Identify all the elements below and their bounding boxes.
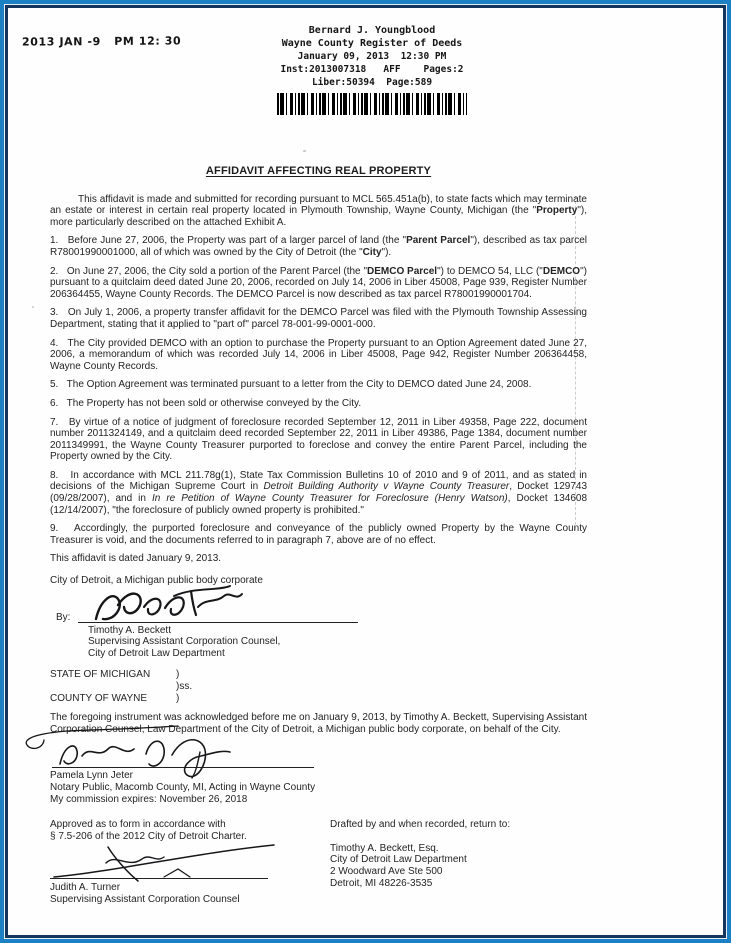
signature-row-jeter (50, 742, 587, 770)
intro-paragraph: This affidavit is made and submitted for recording pursuant to MCL 565.451a(b), to state facts which may terminate an estate or interest in certain real property located in Plymouth Township, Wayne County, Michigan (the "Property"), more particularly described on the attached Exhibit A. (50, 193, 587, 228)
scanned-affidavit-page (5, 5, 726, 938)
bottom-section (50, 819, 587, 905)
recording-datetime: January 09, 2013 12:30 PM (297, 51, 447, 62)
return-to-line-2: City of Detroit Law Department (330, 854, 467, 866)
jeter-signature (50, 726, 290, 784)
acknowledgment-paragraph: The foregoing instrument was acknowledged before me on January 9, 2013, by Timothy A. Beckett, Supervising Assistant Corporation Counsel, Law Department of the City of Detroit, a Michigan public body corporate, on behalf of the City. (50, 712, 587, 735)
entity-line: City of Detroit, a Michigan public body corporate (50, 575, 263, 587)
scan-speck (32, 306, 34, 308)
by-label: By: (56, 612, 71, 624)
affidavit-paragraph-7: 7. By virtue of a notice of judgment of foreclosure recorded September 12, 2011 in Liber 49358, Page 222, document number 2011324149, and a quitclaim deed recorded September 22, 2011 in Liber 49386, Page 1384, document number 2011349991, the Wayne County Treasurer purported to foreclose and convey the entire Parent Parcel, including the Property owned by the City. (50, 416, 587, 463)
instrument-number-line: Inst:2013007318 AFF Pages:2 (280, 64, 464, 75)
jurat-state-label: STATE OF MICHIGAN (50, 669, 151, 681)
notary-line-1: Notary Public, Macomb County, MI, Acting in Wayne County (50, 781, 316, 793)
approval-line-2: § 7.5-206 of the 2012 City of Detroit Charter. (50, 830, 247, 842)
signer1-name: Timothy A. Beckett (88, 624, 171, 636)
signature-row-turner (50, 842, 328, 882)
scan-speck (303, 150, 306, 152)
signer1-title-1: Supervising Assistant Corporation Counsel, (88, 636, 281, 648)
jurat-block (50, 669, 587, 704)
jurat-county-label: COUNTY OF WAYNE (50, 692, 148, 704)
return-to-header: Drafted by and when recorded, return to: (330, 819, 511, 831)
jurat-county-paren: ) (176, 692, 180, 704)
notary-name: Pamela Lynn Jeter (50, 770, 134, 782)
affidavit-paragraph-1: 1. Before June 27, 2006, the Property was part of a larger parcel of land (the "Parent Parcel"), described as tax parcel R78001990001000, all of which was owned by the City of Detroit (the "City"). (50, 235, 587, 258)
signer1-block (88, 625, 587, 660)
affidavit-paragraph-8: 8. In accordance with MCL 211.78g(1), State Tax Commission Bulletins 10 of 2010 and 9 of 2011, and as stated in decisions of the Michigan Supreme Court in Detroit Building Authority v Wayne County Treasurer, Docket 129743 (09/28/2007), and in In re Petition of Wayne County Treasurer for Foreclosure (Henry Watson), Docket 134608 (12/14/2007), "the foreclosure of publicly owned property is prohibited." (50, 469, 588, 516)
return-to-line-3: 2 Woodward Ave Ste 500 (330, 865, 443, 877)
affidavit-paragraph-3: 3. On July 1, 2006, a property transfer affidavit for the DEMCO Parcel was filed with the Plymouth Township Assessing Department, stating that it applied to "part of" parcel 78-001-99-0001-000. (50, 307, 587, 330)
jurat-ss: )ss. (176, 681, 193, 692)
received-date-stamp: 2013 JAN -9 PM 12: 30 (21, 34, 182, 49)
return-to-line-1: Timothy A. Beckett, Esq. (330, 842, 439, 854)
affidavit-paragraph-6: 6. The Property has not been sold or otherwise conveyed by the City. (50, 397, 362, 409)
beckett-signature (90, 583, 340, 627)
return-to-column (330, 819, 580, 905)
affidavit-paragraph-9: 9. Accordingly, the purported foreclosure and conveyance of the publicly owned Property by the Wayne County Treasurer is void, and the documents referred to in paragraph 7, above are of no effect. (50, 523, 587, 546)
return-to-address (330, 843, 580, 889)
affidavit-paragraph-5: 5. The Option Agreement was terminated pursuant to a letter from the City to DEMCO dated June 24, 2008. (50, 379, 532, 391)
affidavit-paragraph-2: 2. On June 27, 2006, the City sold a portion of the Parent Parcel (the "DEMCO Parcel") to DEMCO 54, LLC ("DEMCO") pursuant to a quitclaim deed dated June 20, 2006, recorded on July 14, 2006 in Liber 45008, Page 939, Register Number 206364455, Wayne County Records. The DEMCO Parcel is now described as tax parcel R78001990001704. (50, 265, 587, 300)
affidavit-body (50, 166, 587, 906)
recording-barcode (277, 93, 467, 115)
approval-line-1: Approved as to form in accordance with (50, 819, 226, 831)
signer2-name: Judith A. Turner (50, 882, 121, 894)
approval-column (50, 819, 328, 905)
signer1-title-2: City of Detroit Law Department (88, 647, 225, 659)
signature-row-beckett (50, 595, 587, 625)
document-title: AFFIDAVIT AFFECTING REAL PROPERTY (205, 165, 432, 177)
recording-header-block (264, 24, 480, 115)
notary-line-2: My commission expires: November 26, 2018 (50, 793, 248, 805)
jurat-state-paren: ) (176, 669, 180, 681)
turner-signature (46, 839, 286, 885)
register-name: Bernard J. Youngblood (308, 25, 436, 36)
register-office: Wayne County Register of Deeds (281, 38, 463, 49)
dated-line: This affidavit is dated January 9, 2013. (50, 553, 222, 565)
liber-page-line: Liber:50394 Page:589 (311, 77, 433, 88)
affidavit-paragraph-4: 4. The City provided DEMCO with an option to purchase the Property pursuant to an Option Agreement dated June 27, 2006, a memorandum of which was recorded July 14, 2006 in Liber 45008, Page 942, Register Number 206364458, Wayne County Records. (50, 337, 587, 372)
return-to-line-4: Detroit, MI 48226-3535 (330, 877, 433, 889)
signer2-title: Supervising Assistant Corporation Counsel (50, 893, 240, 905)
